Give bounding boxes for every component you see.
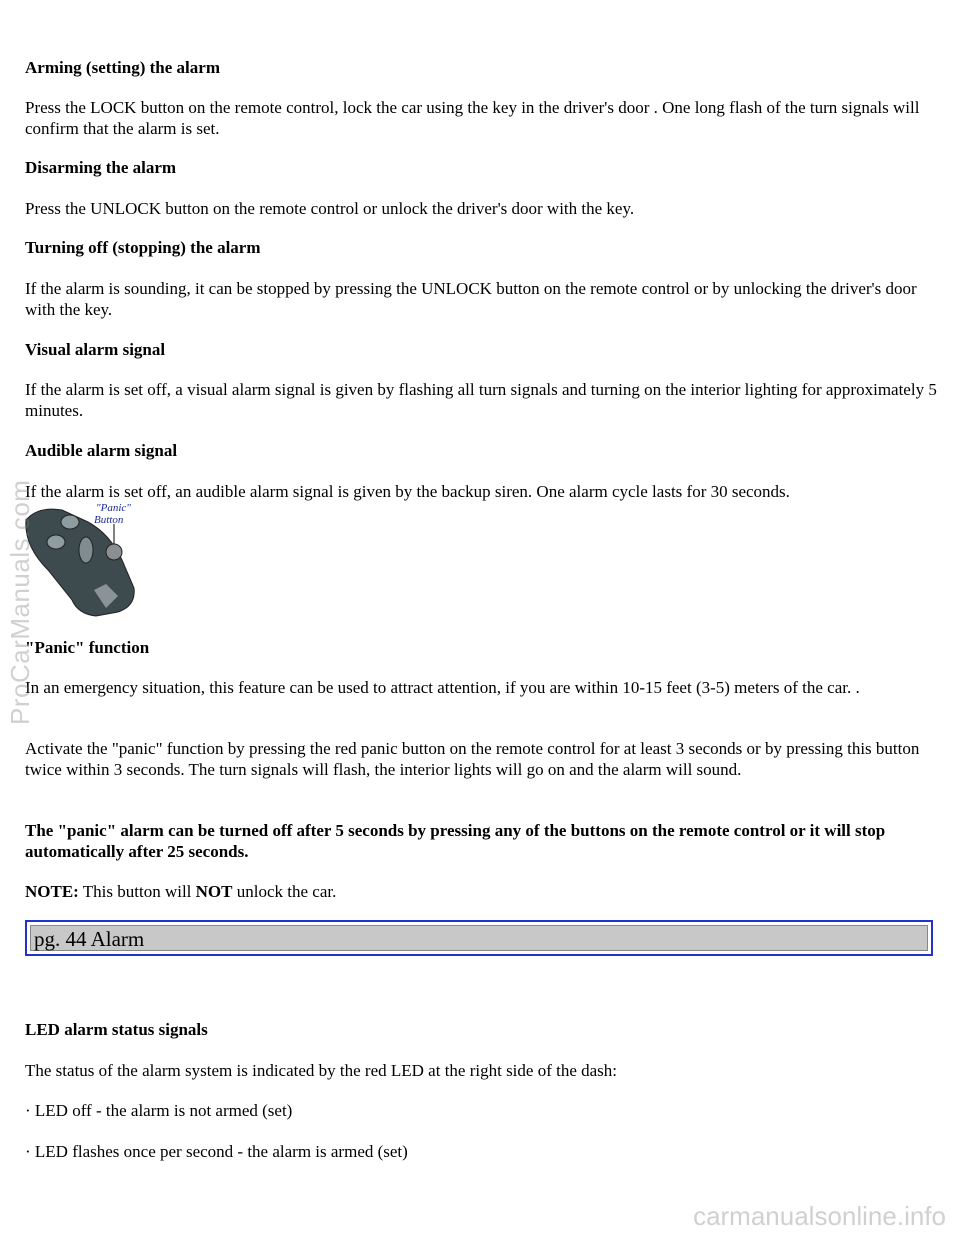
led-heading: LED alarm status signals <box>25 1020 208 1039</box>
panic-button-icon <box>106 544 122 560</box>
watermark-bottom: carmanualsonline.info <box>693 1201 946 1231</box>
audible-heading: Audible alarm signal <box>25 441 178 460</box>
turnoff-text: If the alarm is sounding, it can be stopped by pressing the UNLOCK button on the remote control or by unlocking the driver's door with the key. <box>25 279 917 319</box>
note-not: NOT <box>195 882 233 901</box>
note-line <box>25 881 937 902</box>
led-text: The status of the alarm system is indicated by the red LED at the right side of the dash: <box>25 1061 618 1080</box>
arming-heading: Arming (setting) the alarm <box>25 58 220 77</box>
led-item-flash: · LED flashes once per second - the alarm is armed (set) <box>25 1142 408 1161</box>
disarming-heading: Disarming the alarm <box>25 158 177 177</box>
panic-label-line1: "Panic" <box>96 502 131 514</box>
watermark-side: ProCarManuals.com <box>5 479 35 725</box>
panic-text-1: In an emergency situation, this feature can be used to attract attention, if you are within 10-15 feet (3-5) meters of the car. . <box>25 678 860 697</box>
visual-text: If the alarm is set off, a visual alarm signal is given by flashing all turn signals and turning on the interior lighting for approximately 5 minutes. <box>25 380 937 420</box>
unlock-button-icon <box>47 535 65 549</box>
disarming-text: Press the UNLOCK button on the remote control or unlock the driver's door with the key. <box>25 199 635 218</box>
note-text-a: This button will <box>78 882 196 901</box>
audible-text: If the alarm is set off, an audible alarm signal is given by the backup siren. One alarm cycle lasts for 30 seconds. <box>25 482 790 501</box>
panic-bold-text: The "panic" alarm can be turned off after 5 seconds by pressing any of the buttons on the remote control or it will stop automatically after 25 seconds. <box>25 821 886 861</box>
remote-control-figure <box>18 500 148 620</box>
note-label: NOTE: <box>25 882 79 901</box>
panic-heading: "Panic" function <box>25 638 150 657</box>
led-item-off: · LED off - the alarm is not armed (set) <box>25 1101 293 1120</box>
page-bar <box>25 920 933 956</box>
note-text-b: unlock the car. <box>232 882 337 901</box>
panic-text-2: Activate the "panic" function by pressing the red panic button on the remote control for at least 3 seconds or by pressing this button twice within 3 seconds. The turn signals will flash, the interior lights will go on and the alarm will sound. <box>25 739 920 779</box>
lock-button-icon <box>61 515 79 529</box>
turnoff-heading: Turning off (stopping) the alarm <box>25 238 261 257</box>
arming-text: Press the LOCK button on the remote control, lock the car using the key in the driver's door . One long flash of the turn signals will confirm that the alarm is set. <box>25 98 920 138</box>
panic-label-line2: Button <box>94 514 124 526</box>
trunk-button-icon <box>79 537 93 563</box>
page-bar-label: pg. 44 Alarm <box>30 925 928 951</box>
visual-heading: Visual alarm signal <box>25 340 166 359</box>
